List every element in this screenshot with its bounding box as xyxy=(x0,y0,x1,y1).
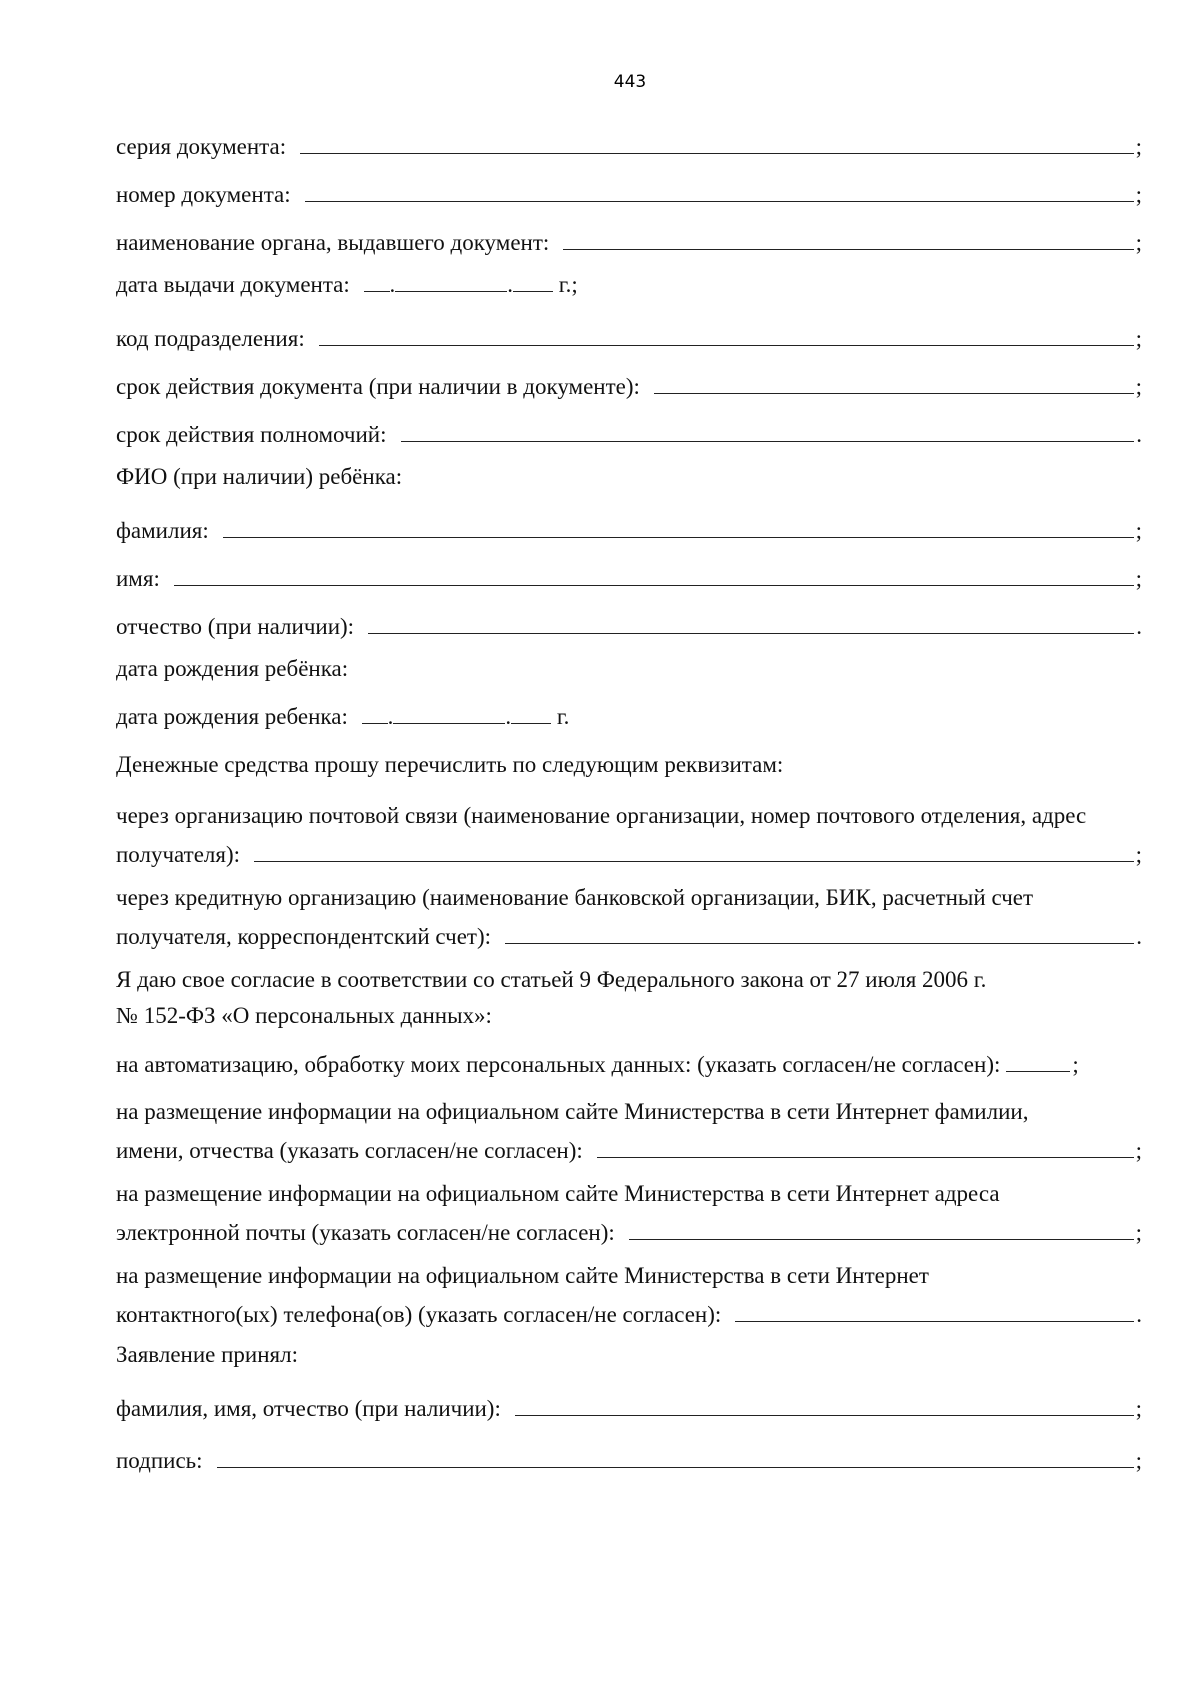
field-issue-date: дата выдачи документа: . . г.; xyxy=(116,272,578,297)
blank-line[interactable] xyxy=(319,345,1134,346)
blank-line[interactable] xyxy=(300,153,1134,154)
field-consent-phone: на размещение информации на официальном сайте Министерства в сети Интернет контактного(ых) телефона(ов) (указать согласен/не согласен): . xyxy=(116,1260,1142,1328)
blank-line[interactable] xyxy=(223,537,1134,538)
field-label: на размещение информации на официальном сайте Министерства в сети Интернет адреса xyxy=(116,1181,1000,1206)
blank-line[interactable] xyxy=(563,249,1133,250)
field-document-number: номер документа: ; xyxy=(116,182,1142,207)
field-label: электронной почты (указать согласен/не согласен): xyxy=(116,1220,615,1245)
child-birth-heading: дата рождения ребёнка: xyxy=(116,656,349,681)
field-child-surname: фамилия: ; xyxy=(116,518,1142,543)
child-heading: ФИО (при наличии) ребёнка: xyxy=(116,464,403,489)
blank-line[interactable] xyxy=(505,943,1134,944)
field-bank-details: через кредитную организацию (наименование банковской организации, БИК, расчетный счет получателя, корреспондентский счет): . xyxy=(116,882,1142,950)
field-label: номер документа: xyxy=(116,182,291,207)
day-blank[interactable] xyxy=(362,705,388,724)
field-label: дата выдачи документа: xyxy=(116,272,350,297)
field-child-patronymic: отчество (при наличии): . xyxy=(116,614,1142,639)
consent-intro-line: Я даю свое согласие в соответствии со статьей 9 Федерального закона от 27 июля 2006 г. xyxy=(116,967,987,992)
blank-line[interactable] xyxy=(515,1415,1134,1416)
field-label: код подразделения: xyxy=(116,326,305,351)
blank-line[interactable] xyxy=(254,861,1134,862)
blank-line[interactable] xyxy=(174,585,1134,586)
blank-line[interactable] xyxy=(735,1321,1134,1322)
field-label: имени, отчества (указать согласен/не согласен): xyxy=(116,1138,583,1163)
field-child-name: имя: ; xyxy=(116,566,1142,591)
blank-line[interactable] xyxy=(629,1239,1134,1240)
blank-line[interactable] xyxy=(401,441,1135,442)
field-received-fio: фамилия, имя, отчество (при наличии): ; xyxy=(116,1396,1142,1421)
field-label: имя: xyxy=(116,566,160,591)
page-number: 443 xyxy=(613,72,647,92)
blank-line[interactable] xyxy=(305,201,1134,202)
blank-line[interactable] xyxy=(654,393,1134,394)
day-blank[interactable] xyxy=(364,273,390,292)
field-signature: подпись: ; xyxy=(116,1448,1142,1473)
blank-line[interactable] xyxy=(217,1467,1134,1468)
consent-intro xyxy=(116,964,1142,1036)
year-blank[interactable] xyxy=(511,705,551,724)
year-blank[interactable] xyxy=(513,273,553,292)
field-label: фамилия: xyxy=(116,518,209,543)
payment-heading: Денежные средства прошу перечислить по следующим реквизитам: xyxy=(116,752,784,777)
field-label: серия документа: xyxy=(116,134,287,159)
field-label: подпись: xyxy=(116,1448,203,1473)
field-label: фамилия, имя, отчество (при наличии): xyxy=(116,1396,501,1421)
field-document-series: серия документа: ; xyxy=(116,134,1142,159)
blank-line[interactable] xyxy=(368,633,1134,634)
field-label: через организацию почтовой связи (наименование организации, номер почтового отделения, адрес xyxy=(116,803,1087,828)
field-label: на размещение информации на официальном сайте Министерства в сети Интернет xyxy=(116,1263,929,1288)
field-consent-automation: на автоматизацию, обработку моих персональных данных: (указать согласен/не согласен): ; xyxy=(116,1052,1079,1077)
field-label: отчество (при наличии): xyxy=(116,614,355,639)
blank-line[interactable] xyxy=(597,1157,1134,1158)
field-child-birth-date: дата рождения ребенка: . . г. xyxy=(116,704,570,729)
field-label: срок действия документа (при наличии в документе): xyxy=(116,374,640,399)
field-label: на автоматизацию, обработку моих персональных данных: (указать согласен/не согласен): xyxy=(116,1052,1001,1077)
field-label: наименование органа, выдавшего документ: xyxy=(116,230,550,255)
month-blank[interactable] xyxy=(395,273,507,292)
field-issuer: наименование органа, выдавшего документ: ; xyxy=(116,230,1142,255)
field-label: контактного(ых) телефона(ов) (указать согласен/не согласен): xyxy=(116,1302,722,1327)
received-heading: Заявление принял: xyxy=(116,1342,299,1367)
field-label: через кредитную организацию (наименование банковской организации, БИК, расчетный счет xyxy=(116,885,1034,910)
field-label: дата рождения ребенка: xyxy=(116,704,348,729)
consent-intro-line: № 152-ФЗ «О персональных данных»: xyxy=(116,1003,492,1028)
month-blank[interactable] xyxy=(393,705,505,724)
field-label: на размещение информации на официальном сайте Министерства в сети Интернет фамилии, xyxy=(116,1099,1029,1124)
field-postal-details: через организацию почтовой связи (наименование организации, номер почтового отделения, адрес получателя): ; xyxy=(116,800,1142,868)
field-authority-term: срок действия полномочий: . xyxy=(116,422,1142,447)
blank-line[interactable] xyxy=(1006,1071,1070,1072)
field-consent-fio: на размещение информации на официальном сайте Министерства в сети Интернет фамилии, имени, отчества (указать согласен/не согласен): ; xyxy=(116,1096,1142,1164)
field-validity: срок действия документа (при наличии в документе): ; xyxy=(116,374,1142,399)
field-label: получателя): xyxy=(116,842,241,867)
field-label: получателя, корреспондентский счет): xyxy=(116,924,492,949)
field-consent-email: на размещение информации на официальном сайте Министерства в сети Интернет адреса электронной почты (указать согласен/не согласен): ; xyxy=(116,1178,1142,1246)
field-label: срок действия полномочий: xyxy=(116,422,387,447)
field-division-code: код подразделения: ; xyxy=(116,326,1142,351)
